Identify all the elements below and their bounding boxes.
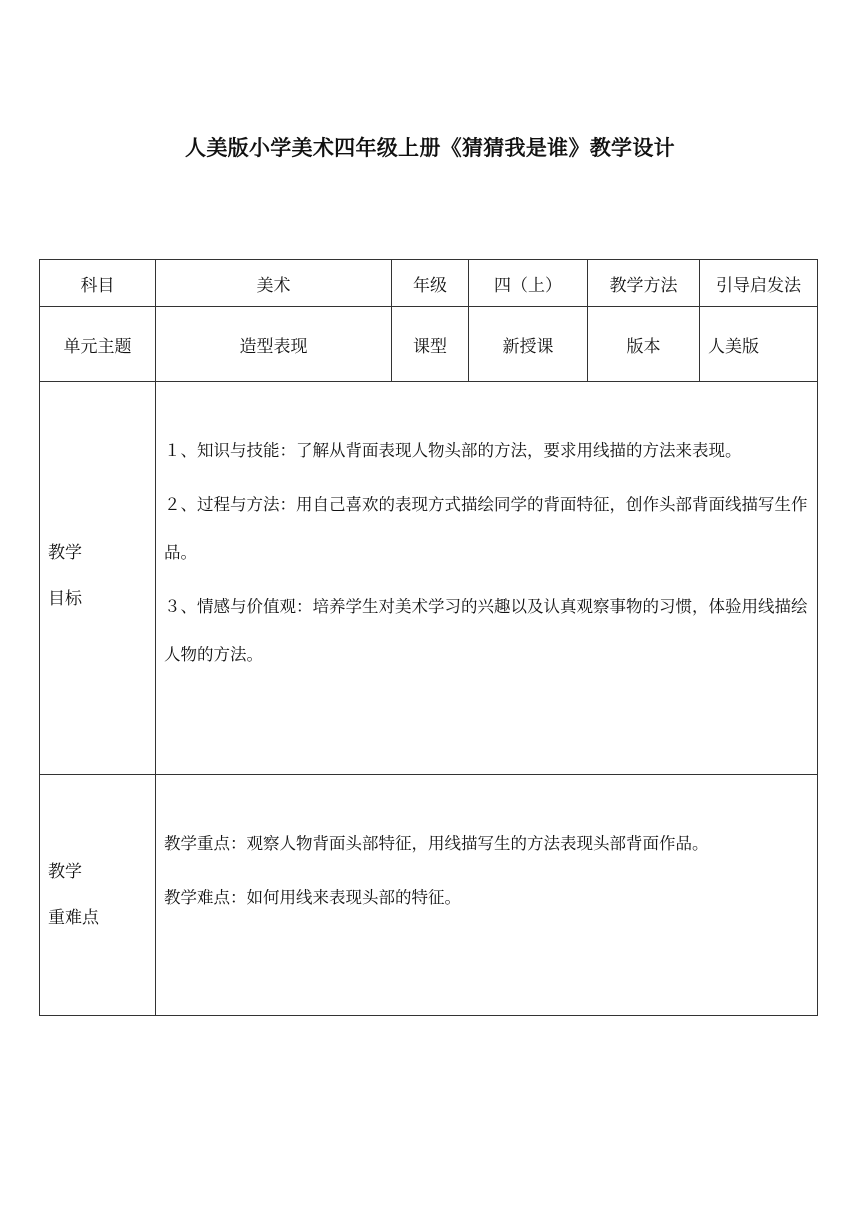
objectives-label-line1: 教学 [48,543,82,563]
subject-label: 科目 [40,260,156,307]
edition-label: 版本 [588,307,700,382]
edition-value: 人美版 [700,307,818,382]
objective-item-knowledge: １、知识与技能：了解从背面表现人物头部的方法，要求用线描的方法来表现。 [164,441,742,460]
method-value: 引导启发法 [700,260,818,307]
grade-label: 年级 [392,260,469,307]
grade-value: 四（上） [469,260,588,307]
subject-value: 美术 [156,260,392,307]
objectives-label [40,382,156,775]
method-label: 教学方法 [588,260,700,307]
lesson-type-label: 课型 [392,307,469,382]
objective-item-process: ２、过程与方法：用自己喜欢的表现方式描绘同学的背面特征，创作头部背面线描写生作品。 [164,495,808,562]
table-row-subject [40,260,818,307]
key-points-content [156,775,818,1016]
key-points-label [40,775,156,1016]
table-row-unit [40,307,818,382]
document-title: 人美版小学美术四年级上册《猜猜我是谁》教学设计 [185,136,675,160]
table-row-key-points [40,775,818,1016]
key-points-label-line1: 教学 [48,862,82,882]
objective-item-emotion: ３、情感与价值观：培养学生对美术学习的兴趣以及认真观察事物的习惯，体验用线描绘人物的方法。 [164,597,808,664]
lesson-plan-table [39,259,818,1016]
key-point-important: 教学重点：观察人物背面头部特征，用线描写生的方法表现头部背面作品。 [164,834,709,853]
objectives-label-line2: 目标 [48,589,82,609]
key-point-difficult: 教学难点：如何用线来表现头部的特征。 [164,888,461,907]
key-points-label-line2: 重难点 [48,908,99,928]
table-row-objectives [40,382,818,775]
lesson-type-value: 新授课 [469,307,588,382]
unit-label: 单元主题 [40,307,156,382]
objectives-content [156,382,818,775]
unit-value: 造型表现 [156,307,392,382]
